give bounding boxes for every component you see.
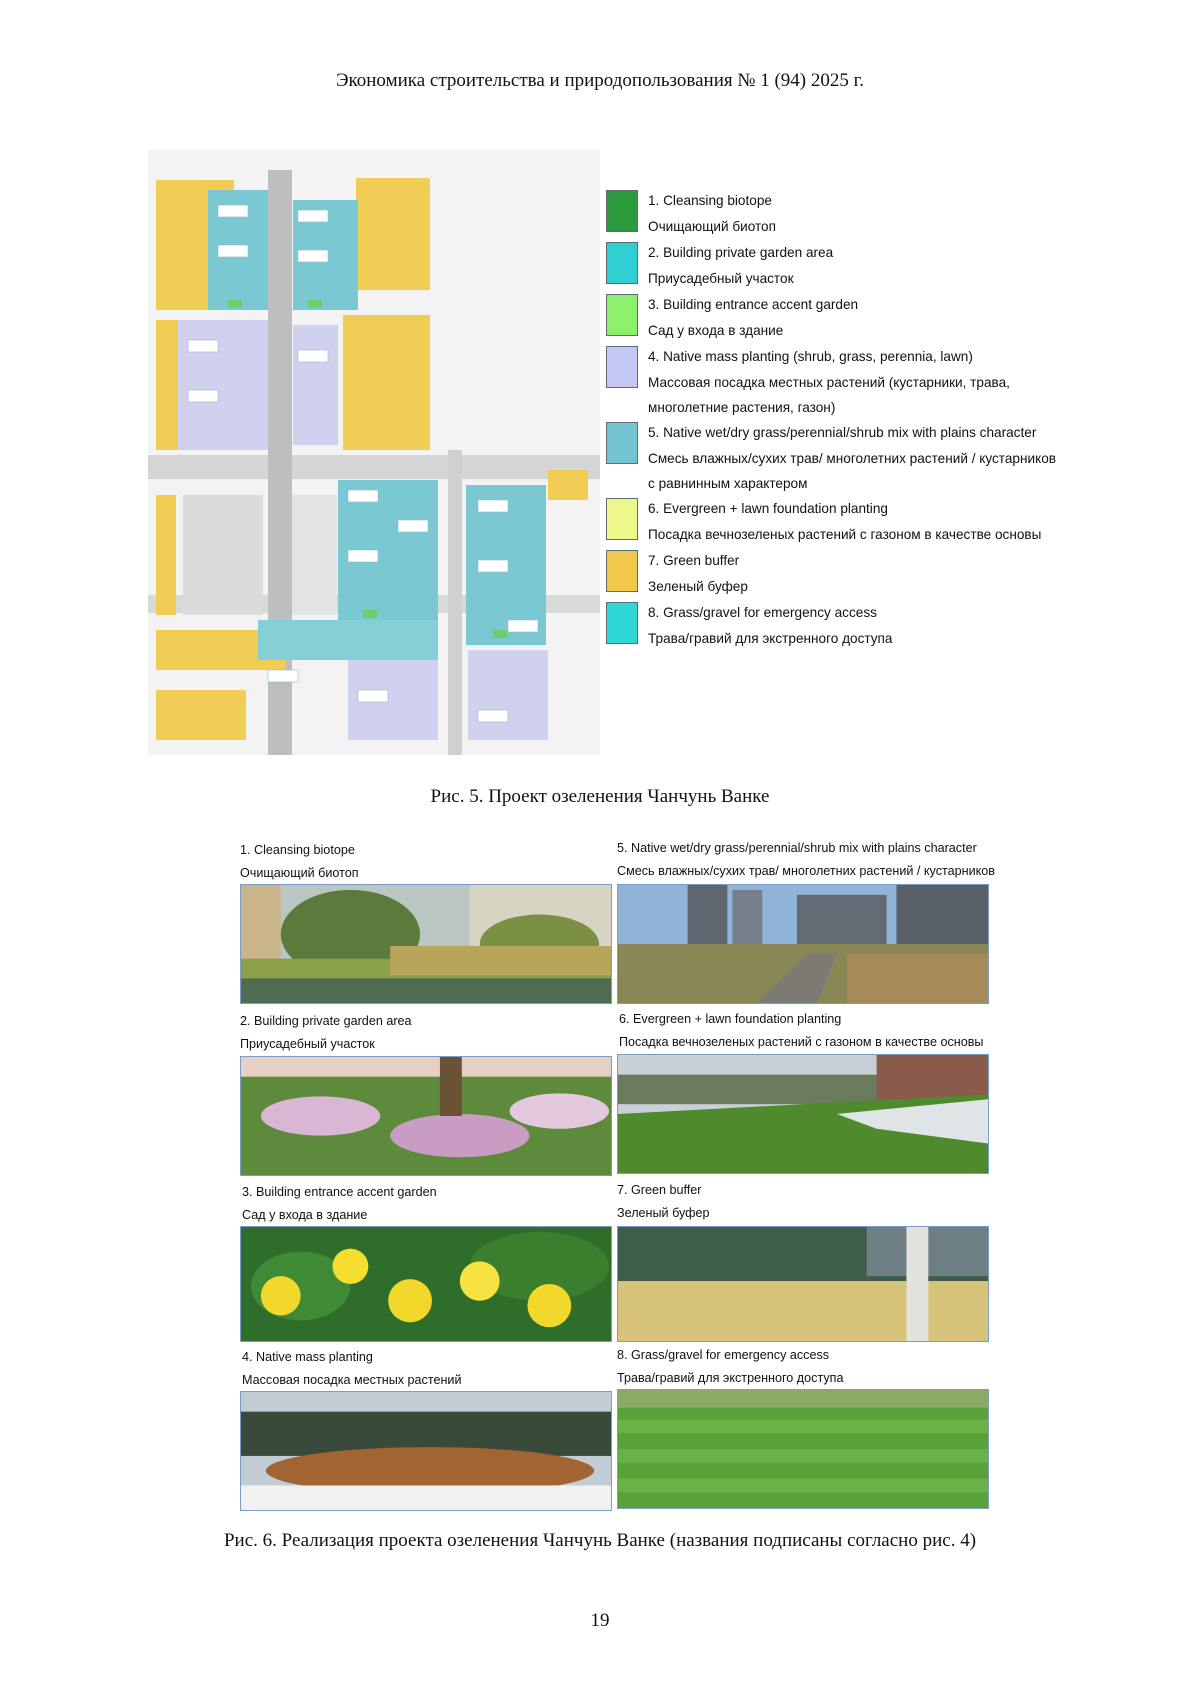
legend-label-en: 3. Building entrance accent garden <box>648 297 859 312</box>
photo-label-en: 4. Native mass planting <box>242 1350 373 1364</box>
legend-label-ru-cont: с равнинным характером <box>648 476 808 491</box>
photo-grass-gravel-access <box>617 1389 989 1509</box>
photo-caption-block <box>619 1008 991 1054</box>
photo-label-ru: Массовая посадка местных растений <box>242 1373 462 1387</box>
legend-item <box>606 344 1126 420</box>
legend-label-en: 2. Building private garden area <box>648 245 834 260</box>
photo-label-en: 1. Cleansing biotope <box>240 843 355 857</box>
legend-label-en: 4. Native mass planting (shrub, grass, perennia, lawn) <box>648 349 973 364</box>
photo-caption-block <box>242 1346 614 1392</box>
photo-label-ru: Трава/гравий для экстренного доступа <box>617 1371 844 1385</box>
photo-label-ru: Посадка вечнозеленых растений с газоном в качестве основы <box>619 1035 984 1049</box>
photo-caption-block <box>617 1179 989 1225</box>
legend-item <box>606 548 1126 600</box>
legend-item <box>606 420 1126 496</box>
figure-5-caption: Рис. 5. Проект озеленения Чанчунь Ванке <box>430 786 770 807</box>
photo-native-mass-planting <box>240 1391 612 1511</box>
photo-native-grass-mix <box>617 884 989 1004</box>
legend-swatch <box>606 602 638 644</box>
legend-label-ru: Смесь влажных/сухих трав/ многолетних растений / кустарников <box>648 450 1056 466</box>
photo-label-ru: Сад у входа в здание <box>242 1208 368 1222</box>
legend-swatch <box>606 346 638 388</box>
photo-caption-block <box>617 1344 989 1390</box>
site-plan-drawing <box>148 150 600 755</box>
legend-label-ru: Зеленый буфер <box>648 578 748 594</box>
legend-item <box>606 496 1126 548</box>
photo-label-ru: Очищающий биотоп <box>240 866 359 880</box>
legend-label-en: 1. Cleansing biotope <box>648 193 772 208</box>
photo-caption-block <box>240 1010 612 1056</box>
photo-label-en: 2. Building private garden area <box>240 1014 412 1028</box>
figure-6-caption: Рис. 6. Реализация проекта озеленения Чанчунь Ванке (названия подписаны согласно рис. 4) <box>223 1530 977 1551</box>
photo-private-garden <box>240 1056 612 1176</box>
photo-label-en: 5. Native wet/dry grass/perennial/shrub mix with plains character <box>617 841 977 855</box>
photo-caption-block <box>617 837 995 883</box>
legend-label-ru: Приусадебный участок <box>648 270 794 286</box>
legend-swatch <box>606 498 638 540</box>
photo-caption-block <box>242 1181 614 1227</box>
photo-entrance-accent-garden <box>240 1226 612 1342</box>
photo-evergreen-lawn <box>617 1054 989 1174</box>
photo-green-buffer <box>617 1226 989 1342</box>
legend-label-en: 6. Evergreen + lawn foundation planting <box>648 501 888 516</box>
legend-swatch <box>606 242 638 284</box>
legend-swatch <box>606 294 638 336</box>
photo-cleansing-biotope <box>240 884 612 1004</box>
legend-swatch <box>606 550 638 592</box>
legend-label-ru: Очищающий биотоп <box>648 218 776 234</box>
photo-label-ru: Зеленый буфер <box>617 1206 710 1220</box>
legend-label-en: 5. Native wet/dry grass/perennial/shrub mix with plains character <box>648 425 1037 440</box>
photo-label-en: 6. Evergreen + lawn foundation planting <box>619 1012 842 1026</box>
legend-item <box>606 188 1126 240</box>
legend-label-ru: Массовая посадка местных растений (кустарники, трава, <box>648 374 1010 390</box>
legend-label-ru: Посадка вечнозеленых растений с газоном в качестве основы <box>648 526 1042 542</box>
running-header: Экономика строительства и природопользования № 1 (94) 2025 г. <box>335 70 865 91</box>
legend-swatch <box>606 190 638 232</box>
page-number: 19 <box>590 1610 610 1631</box>
photo-label-en: 7. Green buffer <box>617 1183 702 1197</box>
legend-label-ru: Сад у входа в здание <box>648 322 784 338</box>
photo-label-en: 8. Grass/gravel for emergency access <box>617 1348 830 1362</box>
photo-label-ru: Приусадебный участок <box>240 1037 375 1051</box>
landscape-site-plan <box>148 150 600 755</box>
legend-item <box>606 292 1126 344</box>
legend-label-en: 7. Green buffer <box>648 553 740 568</box>
legend-item <box>606 240 1126 292</box>
legend-label-ru: Трава/гравий для экстренного доступа <box>648 630 893 646</box>
plan-legend <box>606 188 1126 652</box>
legend-item <box>606 600 1126 652</box>
legend-swatch <box>606 422 638 464</box>
photo-caption-block <box>240 839 612 885</box>
legend-label-en: 8. Grass/gravel for emergency access <box>648 605 877 620</box>
photo-label-en: 3. Building entrance accent garden <box>242 1185 437 1199</box>
legend-label-ru-cont: многолетние растения, газон) <box>648 400 836 415</box>
photo-label-ru: Смесь влажных/сухих трав/ многолетних растений / кустарников <box>617 864 995 878</box>
